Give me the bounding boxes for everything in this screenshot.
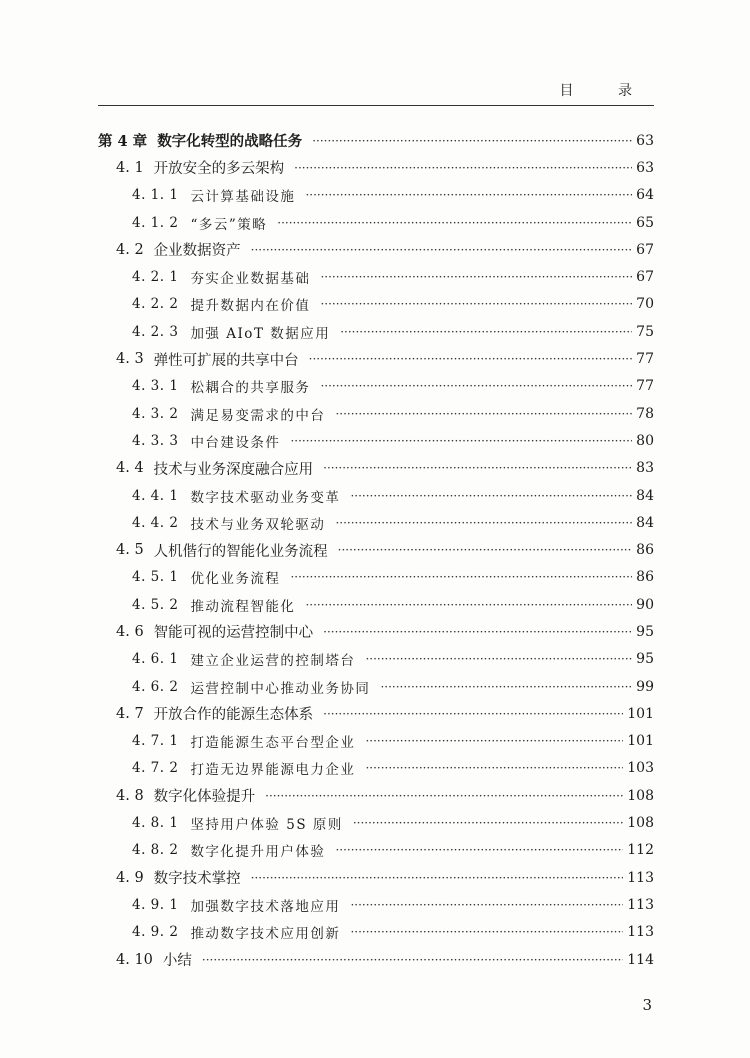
toc-entry-page: 90 [636, 596, 654, 613]
toc-entry-page: 84 [636, 514, 654, 531]
toc-entry-number: 4. 9. 1 [132, 896, 179, 913]
toc-entry-page: 84 [636, 487, 654, 504]
running-header-title: 目 录 [559, 83, 652, 99]
toc-entry-title: 加强 AIoT 数据应用 [190, 325, 331, 342]
toc-entry-title: 运营控制中心推动业务协同 [190, 680, 371, 697]
toc-entry-page: 83 [636, 460, 654, 477]
toc-entry-number: 4. 2 [116, 241, 144, 258]
toc-entry-page: 78 [636, 405, 654, 422]
toc-entry-page: 86 [636, 542, 654, 559]
toc-subsection-entry[interactable] [98, 646, 654, 673]
toc-leader-dots [312, 134, 632, 148]
toc-entry-number: 4. 3. 1 [132, 378, 179, 395]
toc-entry-page: 77 [636, 351, 654, 368]
toc-entry-number: 4. 3. 3 [132, 432, 179, 449]
toc-entry-page: 95 [636, 651, 654, 668]
toc-leader-dots [340, 325, 632, 339]
toc-subsection-entry[interactable] [98, 809, 654, 836]
toc-leader-dots [202, 953, 623, 967]
toc-leader-dots [335, 516, 632, 530]
toc-subsection-entry[interactable] [98, 509, 654, 536]
toc-entry-title: 建立企业运营的控制塔台 [190, 653, 356, 670]
toc-entry-page: 113 [627, 924, 654, 941]
toc-entry-page: 114 [627, 951, 654, 968]
toc-section-entry[interactable] [98, 946, 654, 973]
toc-section-entry[interactable] [98, 782, 654, 809]
toc-entry-number: 4. 3 [116, 351, 144, 368]
toc-entry-page: 67 [636, 241, 654, 258]
page-number: 3 [642, 996, 652, 1014]
toc-subsection-entry[interactable] [98, 482, 654, 509]
toc-entry-page: 65 [636, 214, 654, 231]
toc-entry-title: 技术与业务深度融合应用 [153, 461, 314, 478]
toc-section-entry[interactable] [98, 536, 654, 563]
toc-entry-page: 64 [636, 187, 654, 204]
toc-subsection-entry[interactable] [98, 837, 654, 864]
toc-entry-title: 坚持用户体验 5S 原则 [190, 817, 343, 834]
toc-section-entry[interactable] [98, 700, 654, 727]
toc-entry-number: 4. 5 [116, 542, 144, 559]
toc-entry-title: 打造无边界能源电力企业 [190, 762, 356, 779]
toc-subsection-entry[interactable] [98, 564, 654, 591]
toc-leader-dots [365, 761, 623, 775]
toc-entry-title: 小结 [162, 953, 192, 970]
toc-subsection-entry[interactable] [98, 209, 654, 236]
toc-entry-number: 4. 1 [116, 159, 144, 176]
toc-entry-page: 75 [636, 323, 654, 340]
toc-entry-page: 70 [636, 296, 654, 313]
toc-entry-number: 4. 9 [116, 869, 144, 886]
toc-entry-title: 提升数据内在价值 [190, 298, 311, 315]
toc-leader-dots [305, 598, 632, 612]
toc-subsection-entry[interactable] [98, 591, 654, 618]
toc-leader-dots [320, 270, 632, 284]
toc-entry-number: 4. 10 [116, 951, 153, 968]
toc-entry-title: 满足易变需求的中台 [190, 407, 326, 424]
toc-entry-title: 云计算基础设施 [190, 189, 296, 206]
table-of-contents [98, 127, 654, 973]
toc-subsection-entry[interactable] [98, 919, 654, 946]
toc-entry-number: 4. 5. 1 [132, 569, 179, 586]
toc-entry-number: 4. 8. 2 [132, 842, 179, 859]
toc-leader-dots [294, 161, 632, 175]
toc-entry-title: 企业数据资产 [153, 243, 241, 260]
toc-entry-title: 技术与业务双轮驱动 [190, 516, 326, 533]
toc-entry-page: 103 [627, 760, 654, 777]
toc-entry-title: 数字技术掌控 [153, 871, 241, 888]
toc-entry-number: 4. 5. 2 [132, 596, 179, 613]
toc-leader-dots [350, 898, 623, 912]
toc-entry-number: 4. 4. 2 [132, 514, 179, 531]
toc-leader-dots [365, 652, 632, 666]
toc-entry-title: 智能可视的运营控制中心 [153, 625, 314, 642]
toc-entry-title: 数字化提升用户体验 [190, 844, 326, 861]
toc-entry-number: 4. 2. 3 [132, 323, 179, 340]
toc-leader-dots [320, 297, 632, 311]
toc-entry-title: 夯实企业数据基础 [190, 271, 311, 288]
toc-entry-number: 4. 3. 2 [132, 405, 179, 422]
toc-entry-number: 4. 6. 1 [132, 651, 179, 668]
toc-subsection-entry[interactable] [98, 291, 654, 318]
toc-entry-page: 113 [627, 896, 654, 913]
toc-leader-dots [320, 379, 632, 393]
toc-leader-dots [323, 625, 632, 639]
toc-entry-page: 80 [636, 432, 654, 449]
toc-leader-dots [290, 570, 632, 584]
toc-entry-title: 打造能源生态平台型企业 [190, 735, 356, 752]
toc-leader-dots [305, 188, 632, 202]
toc-entry-number: 4. 7. 1 [132, 733, 179, 750]
toc-leader-dots [323, 461, 632, 475]
toc-leader-dots [365, 734, 623, 748]
toc-entry-title: 中台建设条件 [190, 434, 281, 451]
toc-leader-dots [335, 407, 632, 421]
toc-entry-title: 人机偕行的智能化业务流程 [153, 543, 328, 560]
toc-entry-page: 101 [627, 733, 654, 750]
toc-leader-dots [350, 489, 632, 503]
toc-entry-number: 4. 1. 2 [132, 214, 179, 231]
toc-leader-dots [265, 789, 623, 803]
toc-leader-dots [380, 680, 632, 694]
toc-leader-dots [251, 871, 624, 885]
toc-subsection-entry[interactable] [98, 728, 654, 755]
toc-entry-page: 63 [636, 132, 654, 149]
toc-entry-page: 86 [636, 569, 654, 586]
toc-entry-title: 加强数字技术落地应用 [190, 898, 341, 915]
toc-entry-title: 数字技术驱动业务变革 [190, 489, 341, 506]
toc-subsection-entry[interactable] [98, 673, 654, 700]
toc-leader-dots [335, 843, 623, 857]
toc-entry-number: 4. 2. 2 [132, 296, 179, 313]
toc-leader-dots [277, 216, 632, 230]
toc-entry-title: 弹性可扩展的共享中台 [153, 352, 299, 369]
toc-subsection-entry[interactable] [98, 891, 654, 918]
toc-section-entry[interactable] [98, 154, 654, 181]
toc-section-entry[interactable] [98, 455, 654, 482]
toc-entry-page: 108 [627, 787, 654, 804]
toc-chapter-entry[interactable] [98, 127, 654, 154]
toc-leader-dots [290, 434, 632, 448]
toc-entry-title: 数字化转型的战略任务 [157, 133, 303, 151]
toc-entry-page: 63 [636, 159, 654, 176]
toc-leader-dots [251, 243, 632, 257]
toc-leader-dots [338, 543, 632, 557]
toc-entry-page: 67 [636, 269, 654, 286]
toc-entry-page: 101 [627, 705, 654, 722]
toc-entry-number: 4. 1. 1 [132, 187, 179, 204]
toc-entry-page: 108 [627, 815, 654, 832]
toc-section-entry[interactable] [98, 864, 654, 891]
toc-entry-title: 开放合作的能源生态体系 [153, 707, 314, 724]
toc-entry-number: 4. 7 [116, 705, 144, 722]
toc-subsection-entry[interactable] [98, 755, 654, 782]
toc-entry-number: 4. 4 [116, 460, 144, 477]
toc-section-entry[interactable] [98, 618, 654, 645]
toc-entry-number: 4. 6. 2 [132, 678, 179, 695]
toc-subsection-entry[interactable] [98, 318, 654, 345]
toc-entry-page: 99 [636, 678, 654, 695]
toc-entry-number: 4. 8 [116, 787, 144, 804]
toc-subsection-entry[interactable] [98, 263, 654, 290]
toc-entry-title: 推动数字技术应用创新 [190, 926, 341, 943]
toc-entry-number: 4. 4. 1 [132, 487, 179, 504]
toc-section-entry[interactable] [98, 236, 654, 263]
toc-subsection-entry[interactable] [98, 182, 654, 209]
toc-entry-title: 开放安全的多云架构 [153, 161, 285, 178]
toc-entry-number: 4. 2. 1 [132, 269, 179, 286]
toc-entry-page: 77 [636, 378, 654, 395]
toc-entry-number: 第 4 章 [98, 133, 148, 151]
toc-subsection-entry[interactable] [98, 400, 654, 427]
toc-subsection-entry[interactable] [98, 373, 654, 400]
toc-entry-title: 松耦合的共享服务 [190, 380, 311, 397]
toc-entry-number: 4. 6 [116, 623, 144, 640]
toc-entry-page: 112 [627, 842, 654, 859]
toc-leader-dots [323, 707, 623, 721]
toc-section-entry[interactable] [98, 345, 654, 372]
toc-leader-dots [309, 352, 632, 366]
toc-entry-title: 推动流程智能化 [190, 598, 296, 615]
toc-entry-number: 4. 9. 2 [132, 924, 179, 941]
toc-entry-page: 95 [636, 623, 654, 640]
toc-leader-dots [353, 816, 623, 830]
toc-entry-title: 数字化体验提升 [153, 789, 256, 806]
header-rule [98, 105, 654, 106]
toc-entry-title: “多云”策略 [190, 216, 268, 233]
toc-entry-page: 113 [627, 869, 654, 886]
toc-subsection-entry[interactable] [98, 427, 654, 454]
toc-entry-number: 4. 7. 2 [132, 760, 179, 777]
toc-entry-number: 4. 8. 1 [132, 815, 179, 832]
toc-entry-title: 优化业务流程 [190, 571, 281, 588]
toc-leader-dots [350, 925, 623, 939]
